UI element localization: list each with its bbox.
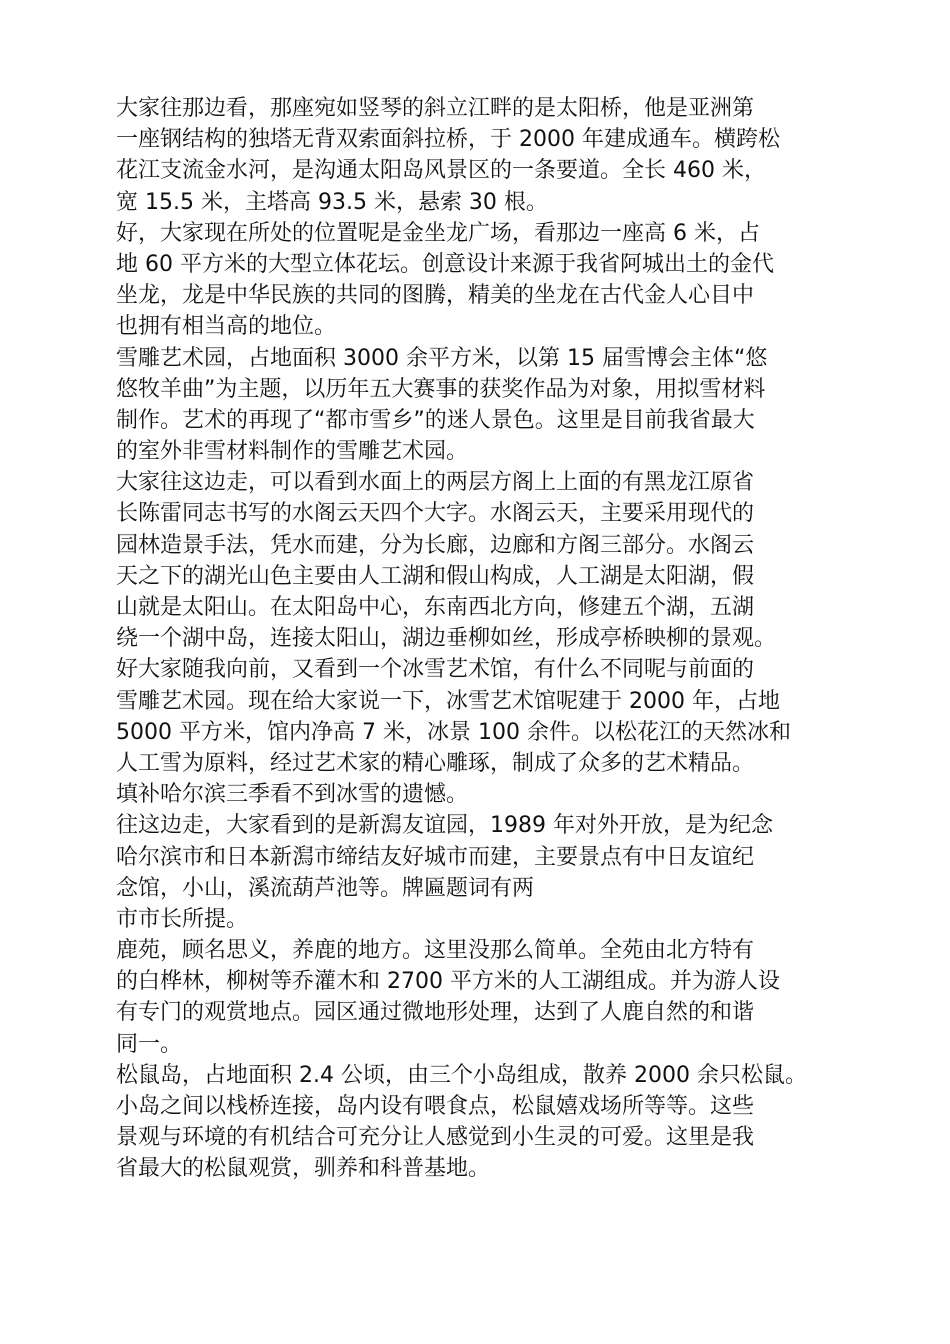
- text-line: 天之下的湖光山色主要由人工湖和假山构成，人工湖是太阳湖，假: [116, 563, 755, 589]
- text-line: 也拥有相当高的地位。: [116, 314, 337, 340]
- text-line: 念馆，小山，溪流葫芦池等。牌匾题词有两: [116, 875, 535, 901]
- text-line: 大家往这边走，可以看到水面上的两层方阁上上面的有黑龙江原省: [116, 470, 755, 496]
- text-line: 悠牧羊曲”为主题，以历年五大赛事的获奖作品为对象，用拟雪材料: [116, 376, 766, 402]
- text-line: 市市长所提。: [116, 906, 249, 932]
- text-line: 的室外非雪材料制作的雪雕艺术园。: [116, 439, 469, 465]
- text-line: 人工雪为原料，经过艺术家的精心雕琢，制成了众多的艺术精品。: [116, 750, 755, 776]
- text-line: 长陈雷同志书写的水阁云天四个大字。水阁云天，主要采用现代的: [116, 501, 755, 527]
- text-line: 雪雕艺术园，占地面积 3000 余平方米，以第 15 届雪博会主体“悠: [116, 345, 768, 371]
- text-line: 往这边走，大家看到的是新澙友谊园，1989 年对外开放，是为纪念: [116, 813, 773, 839]
- text-line: 绕一个湖中岛，连接太阳山，湖边垂柳如丝，形成亭桥映柳的景观。: [116, 626, 777, 652]
- document-body: [116, 93, 856, 1185]
- text-line: 哈尔滨市和日本新澙市缔结友好城市而建，主要景点有中日友谊纪: [116, 844, 755, 870]
- text-line: 地 60 平方米的大型立体花坛。创意设计来源于我省阿城出土的金代: [116, 251, 774, 277]
- text-line: 5000 平方米，馆内净高 7 米，冰景 100 余件。以松花江的天然冰和: [116, 719, 791, 745]
- text-line: 好，大家现在所处的位置呢是金坐龙广场，看那边一座高 6 米，占: [116, 220, 760, 246]
- text-line: 鹿苑，顾名思义，养鹿的地方。这里没那么简单。全苑由北方特有: [116, 938, 755, 964]
- text-line: 松鼠岛，占地面积 2.4 公顷，由三个小岛组成，散养 2000 余只松鼠。: [116, 1062, 807, 1088]
- text-line: 景观与环境的有机结合可充分让人感觉到小生灵的可爱。这里是我: [116, 1125, 755, 1151]
- text-line: 有专门的观赏地点。园区通过微地形处理，达到了人鹿自然的和谐: [116, 1000, 755, 1026]
- text-line: 宽 15.5 米，主塔高 93.5 米，悬索 30 根。: [116, 189, 548, 215]
- text-line: 小岛之间以栈桥连接，岛内设有喂食点，松鼠嬉戏场所等等。这些: [116, 1094, 755, 1119]
- text-line: 同一。: [116, 1031, 183, 1057]
- text-line: 一座钢结构的独塔无背双索面斜拉桥，于 2000 年建成通车。横跨松: [116, 127, 780, 153]
- text-line: 雪雕艺术园。现在给大家说一下，冰雪艺术馆呢建于 2000 年，占地: [116, 688, 780, 714]
- text-line: 好大家随我向前，又看到一个冰雪艺术馆，有什么不同呢与前面的: [116, 657, 755, 683]
- text-line: 填补哈尔滨三季看不到冰雪的遗憾。: [116, 782, 469, 808]
- text-line: 山就是太阳山。在太阳岛中心，东南西北方向，修建五个湖，五湖: [116, 595, 755, 620]
- text-line: 坐龙，龙是中华民族的共同的图腾，精美的坐龙在古代金人心目中: [116, 283, 755, 309]
- text-line: 的白桦林，柳树等乔灌木和 2700 平方米的人工湖组成。并为游人设: [116, 969, 780, 995]
- text-line: 大家往那边看，那座宛如竖琴的斜立江畔的是太阳桥，他是亚洲第: [116, 96, 755, 121]
- text-line: 省最大的松鼠观赏，驯养和科普基地。: [116, 1156, 491, 1182]
- text-line: 花江支流金水河，是沟通太阳岛风景区的一条要道。全长 460 米，: [116, 158, 766, 184]
- text-line: 制作。艺术的再现了“都市雪乡”的迷人景色。这里是目前我省最大: [116, 407, 755, 433]
- text-line: 园林造景手法，凭水而建，分为长廊，边廊和方阁三部分。水阁云: [116, 532, 755, 558]
